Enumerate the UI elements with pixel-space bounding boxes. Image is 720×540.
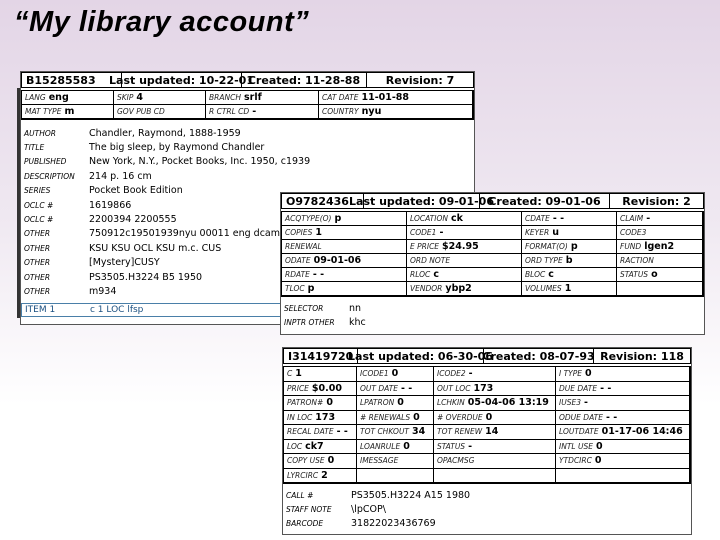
item-fixed-field[interactable]	[556, 425, 690, 440]
field-label: ODUE DATE	[559, 412, 603, 422]
order-record-number: O9782436	[282, 194, 364, 208]
order-fixed-field[interactable]	[522, 212, 617, 226]
item-fixed-field[interactable]	[556, 454, 690, 469]
field-label: ACQTYPE(O)	[285, 214, 332, 223]
field-tag: OCLC #	[24, 215, 54, 225]
field-value: -	[252, 106, 257, 117]
field-label: SKIP	[117, 93, 134, 102]
item-fixed-field[interactable]	[357, 411, 434, 426]
field-value: -	[468, 368, 473, 380]
field-content: m934	[89, 285, 117, 297]
field-label: CAT DATE	[322, 93, 359, 102]
item-fixed-field[interactable]	[434, 425, 556, 440]
order-fixed-field[interactable]	[407, 226, 522, 240]
field-tag: OCLC #	[24, 200, 54, 210]
field-value: 1	[315, 227, 322, 238]
field-label: VENDOR	[410, 284, 443, 293]
field-label: CDATE	[525, 214, 550, 223]
field-value: 0	[594, 455, 602, 467]
order-fixed-field[interactable]	[407, 282, 522, 296]
field-value: 01-17-06 14:46	[601, 426, 683, 438]
field-label: LOUTDATE	[559, 427, 599, 437]
field-value: - -	[401, 382, 413, 394]
field-value: p	[334, 213, 342, 224]
field-label: STATUS	[620, 270, 649, 279]
order-variable-field[interactable]	[281, 315, 704, 329]
field-value: o	[651, 269, 658, 280]
field-label: RDATE	[285, 270, 310, 279]
field-label: TOT RENEW	[437, 427, 483, 437]
item-fixed-field[interactable]	[556, 367, 690, 382]
item-record-number: I31419720	[284, 349, 358, 363]
field-content: New York, N.Y., Pocket Books, Inc. 1950, c1939	[89, 156, 311, 168]
field-value: b	[565, 255, 573, 266]
bib-variable-field[interactable]	[21, 140, 474, 154]
field-label: C	[287, 369, 293, 379]
field-value: 1	[295, 368, 302, 380]
field-value: -	[583, 397, 588, 409]
field-tag: OTHER	[24, 243, 51, 253]
item-created: Created: 08-07-93	[482, 349, 595, 363]
order-fixed-field[interactable]	[282, 268, 407, 282]
item-fixed-field[interactable]	[556, 382, 690, 397]
field-value: c	[433, 269, 439, 280]
order-fixed-field[interactable]	[407, 212, 522, 226]
field-value: ybp2	[445, 283, 472, 294]
order-last-updated: Last updated: 09-01-06	[349, 194, 494, 208]
field-content: 750912c19501939nyu 00011 eng dcam	[89, 228, 281, 240]
order-variable-fields	[281, 301, 704, 330]
bib-variable-field[interactable]	[21, 169, 474, 183]
field-label: INTL USE	[559, 441, 593, 451]
bib-left-edge	[17, 88, 20, 318]
item-variable-field[interactable]	[283, 488, 691, 502]
field-tag: DESCRIPTION	[24, 171, 75, 181]
field-content: PS3505.H3224 A15 1980	[351, 489, 471, 501]
order-fixed-field[interactable]	[522, 254, 617, 268]
field-label: COUNTRY	[322, 107, 359, 116]
item-fixed-field[interactable]	[434, 411, 556, 426]
field-tag: SELECTOR	[284, 303, 324, 313]
field-label: IUSE3	[559, 398, 581, 408]
item-fixed-field[interactable]	[284, 382, 357, 397]
field-label: LOCATION	[410, 214, 448, 223]
field-tag: PUBLISHED	[24, 157, 67, 167]
field-value: 0	[413, 411, 420, 423]
order-fixed-field[interactable]	[407, 254, 522, 268]
field-label: # OVERDUE	[437, 412, 483, 422]
order-fixed-field[interactable]	[282, 226, 407, 240]
item-revision: Revision: 118	[600, 349, 684, 363]
item-link-content: c 1 LOC lfsp	[90, 304, 144, 315]
field-content: The big sleep, by Raymond Chandler	[89, 142, 265, 154]
field-label: TOT CHKOUT	[360, 427, 410, 437]
item-last-updated: Last updated: 06-30-06	[348, 349, 493, 363]
bib-created: Created: 11-28-88	[242, 73, 367, 87]
order-fixed-field[interactable]	[407, 240, 522, 254]
field-label: OUT LOC	[437, 383, 471, 393]
field-value: - -	[552, 213, 565, 224]
field-value: -	[468, 440, 473, 452]
order-fixed-field[interactable]	[282, 254, 407, 268]
field-value: 0	[595, 440, 603, 452]
bib-fixed-field[interactable]	[319, 91, 473, 105]
field-label: KEYER	[525, 228, 550, 237]
field-tag: TITLE	[24, 143, 45, 153]
field-content: KSU KSU OCL KSU m.c. CUS	[89, 242, 222, 254]
field-label: LPATRON	[360, 398, 395, 408]
field-label: DUE DATE	[559, 383, 598, 393]
field-label: R CTRL CD	[209, 107, 250, 116]
item-fixed-field[interactable]	[284, 440, 357, 455]
item-fixed-field[interactable]	[357, 396, 434, 411]
field-value: 2	[321, 469, 328, 481]
field-label: RACTION	[620, 256, 654, 265]
field-value: p	[570, 241, 578, 252]
order-fixed-field[interactable]	[617, 254, 703, 268]
order-fixed-field[interactable]	[617, 268, 703, 282]
item-fixed-field[interactable]	[284, 411, 357, 426]
field-value: 0	[397, 397, 404, 409]
field-label: COPIES	[285, 228, 313, 237]
field-tag: SERIES	[24, 186, 51, 196]
field-tag: OTHER	[24, 286, 51, 296]
order-variable-field[interactable]	[281, 301, 704, 315]
item-fixed-field	[556, 469, 690, 484]
bib-last-updated: Last updated: 10-22-01	[109, 73, 254, 87]
field-content: Chandler, Raymond, 1888-1959	[89, 127, 241, 139]
field-value: 0	[403, 440, 410, 452]
field-content: Pocket Book Edition	[89, 185, 183, 197]
order-fixed-field[interactable]	[282, 212, 407, 226]
item-variable-field[interactable]	[283, 517, 691, 531]
field-value: u	[552, 227, 559, 238]
order-record-window	[280, 192, 705, 335]
field-label: RECAL DATE	[287, 427, 334, 437]
item-fixed-field[interactable]	[434, 396, 556, 411]
field-label: ODATE	[285, 256, 311, 265]
order-fixed-field[interactable]	[407, 268, 522, 282]
field-value: 1	[564, 283, 572, 294]
item-fixed-field[interactable]	[284, 396, 357, 411]
bib-fixed-field[interactable]	[114, 105, 206, 119]
item-fixed-field[interactable]	[357, 425, 434, 440]
field-value: $24.95	[442, 241, 479, 252]
field-label: RENEWAL	[285, 242, 322, 251]
item-fixed-field[interactable]	[434, 454, 556, 469]
field-value: 4	[136, 92, 144, 103]
order-revision: Revision: 2	[622, 194, 691, 208]
field-label: PATRON#	[287, 398, 324, 408]
field-value: 0	[327, 455, 335, 467]
field-label: GOV PUB CD	[117, 107, 165, 116]
item-record-header	[283, 348, 691, 364]
field-tag: OTHER	[24, 272, 51, 282]
order-fixed-fields	[281, 211, 704, 297]
bib-fixed-field[interactable]	[114, 91, 206, 105]
field-value: ck	[450, 213, 463, 224]
field-tag: AUTHOR	[24, 128, 56, 138]
field-label: YTDCIRC	[559, 456, 592, 466]
item-fixed-field[interactable]	[434, 440, 556, 455]
field-label: CODE1	[410, 228, 437, 237]
field-content: 214 p. 16 cm	[89, 170, 152, 182]
field-tag: OTHER	[24, 229, 51, 239]
item-fixed-field[interactable]	[434, 367, 556, 382]
field-label: CODE3	[620, 228, 647, 237]
bib-variable-field[interactable]	[21, 155, 474, 169]
field-value: - -	[605, 411, 618, 423]
field-value: 173	[315, 411, 336, 423]
field-value: 34	[412, 426, 426, 438]
order-fixed-field[interactable]	[522, 268, 617, 282]
bib-record-number: B15285583	[22, 73, 122, 87]
field-label: RLOC	[410, 270, 431, 279]
field-label: COPY USE	[287, 456, 325, 466]
order-fixed-field[interactable]	[522, 282, 617, 296]
field-tag: STAFF NOTE	[286, 505, 332, 515]
bib-fixed-field[interactable]	[22, 91, 114, 105]
field-content: 2200394 2200555	[89, 214, 177, 226]
field-content: nn	[349, 302, 362, 314]
field-label: LANG	[25, 93, 46, 102]
field-label: CLAIM	[620, 214, 644, 223]
field-tag: OTHER	[24, 258, 51, 268]
field-content: 1619866	[89, 199, 132, 211]
item-fixed-field[interactable]	[357, 454, 434, 469]
item-record-window	[282, 347, 692, 535]
field-tag: CALL #	[286, 490, 314, 500]
bib-fixed-field[interactable]	[206, 91, 319, 105]
field-label: PRICE	[287, 383, 309, 393]
field-content: [Mystery]CUSY	[89, 257, 160, 269]
item-variable-field[interactable]	[283, 502, 691, 516]
order-record-header	[281, 193, 704, 209]
field-value: lgen2	[644, 241, 675, 252]
field-value: - -	[336, 426, 348, 438]
field-label: MAT TYPE	[25, 107, 62, 116]
item-fixed-field[interactable]	[284, 367, 357, 382]
field-value: 05-04-06 13:19	[467, 397, 549, 409]
field-content: khc	[349, 317, 366, 329]
item-fixed-field	[357, 469, 434, 484]
order-fixed-field[interactable]	[282, 282, 407, 296]
field-label: E PRICE	[410, 242, 440, 251]
field-value: p	[307, 283, 315, 294]
field-label: VOLUMES	[525, 284, 562, 293]
field-value: 0	[585, 368, 592, 380]
item-variable-fields	[283, 488, 691, 531]
field-label: # RENEWALS	[360, 412, 411, 422]
field-label: ORD NOTE	[410, 256, 451, 265]
field-content: \lpCOP\	[351, 504, 386, 516]
field-value: - -	[600, 382, 612, 394]
field-value: 0	[326, 397, 333, 409]
item-fixed-fields	[283, 366, 691, 484]
field-tag: BARCODE	[286, 519, 324, 529]
field-content: PS3505.H3224 B5 1950	[89, 271, 203, 283]
field-tag: INPTR OTHER	[284, 318, 335, 328]
field-value: nyu	[361, 106, 382, 117]
field-label: IMESSAGE	[360, 456, 399, 466]
field-label: FUND	[620, 242, 642, 251]
field-value: 09-01-06	[313, 255, 362, 266]
field-label: TLOC	[285, 284, 305, 293]
item-fixed-field[interactable]	[434, 382, 556, 397]
field-label: OUT DATE	[360, 383, 399, 393]
item-fixed-field	[434, 469, 556, 484]
item-fixed-field[interactable]	[284, 454, 357, 469]
field-label: STATUS	[437, 441, 466, 451]
slide-title: “My library account”	[14, 6, 310, 38]
item-fixed-field[interactable]	[556, 440, 690, 455]
field-value: $0.00	[311, 382, 342, 394]
field-label: LOANRULE	[360, 441, 401, 451]
field-value: -	[439, 227, 444, 238]
item-fixed-field[interactable]	[556, 411, 690, 426]
field-value: eng	[48, 92, 69, 103]
field-label: ICODE1	[360, 369, 389, 379]
field-value: 0	[485, 411, 493, 423]
field-label: ORD TYPE	[525, 256, 563, 265]
order-fixed-field[interactable]	[522, 240, 617, 254]
field-label: LOC	[287, 441, 303, 451]
field-label: LYRCIRC	[287, 470, 319, 480]
field-content: 31822023436769	[351, 518, 436, 530]
field-label: BRANCH	[209, 93, 241, 102]
order-created: Created: 09-01-06	[480, 194, 610, 208]
bib-fixed-field[interactable]	[206, 105, 319, 119]
bib-variable-field[interactable]	[21, 126, 474, 140]
item-fixed-field[interactable]	[357, 440, 434, 455]
order-fixed-field[interactable]	[522, 226, 617, 240]
field-value: 14	[485, 426, 499, 438]
order-fixed-field[interactable]	[617, 226, 703, 240]
field-value: -	[646, 213, 651, 224]
item-fixed-field[interactable]	[284, 425, 357, 440]
field-value: m	[64, 106, 75, 117]
field-label: LCHKIN	[437, 398, 465, 408]
field-value: 0	[391, 368, 399, 380]
field-value: 11-01-88	[361, 92, 410, 103]
bib-fixed-field[interactable]	[319, 105, 473, 119]
bib-fixed-fields	[21, 90, 474, 120]
order-fixed-field[interactable]	[282, 240, 407, 254]
field-label: ICODE2	[437, 369, 466, 379]
item-fixed-field[interactable]	[284, 469, 357, 484]
field-label: IN LOC	[287, 412, 313, 422]
item-fixed-field[interactable]	[357, 367, 434, 382]
bib-fixed-field[interactable]	[22, 105, 114, 119]
field-value: 173	[473, 382, 494, 394]
item-link-tag: ITEM 1	[25, 304, 56, 315]
field-value: - -	[312, 269, 325, 280]
field-label: FORMAT(O)	[525, 242, 568, 251]
item-fixed-field[interactable]	[357, 382, 434, 397]
field-label: OPACMSG	[437, 456, 475, 466]
bib-revision: Revision: 7	[385, 73, 455, 87]
bib-record-header	[21, 72, 474, 88]
field-label: BLOC	[525, 270, 546, 279]
field-value: ck7	[305, 440, 324, 452]
field-value: c	[548, 269, 554, 280]
order-fixed-field[interactable]	[617, 212, 703, 226]
field-value: srlf	[243, 92, 262, 103]
order-fixed-field[interactable]	[617, 240, 703, 254]
field-label: I TYPE	[559, 369, 583, 379]
order-fixed-field	[617, 282, 703, 296]
item-fixed-field[interactable]	[556, 396, 690, 411]
